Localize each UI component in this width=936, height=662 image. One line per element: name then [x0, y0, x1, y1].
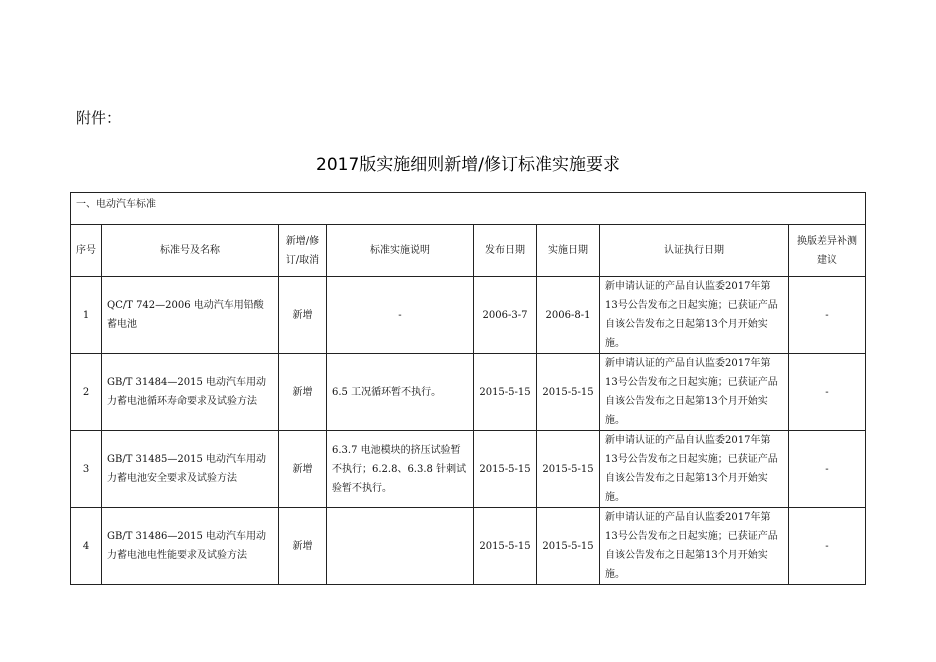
- cell-desc: 6.3.7 电池模块的挤压试验暂不执行；6.2.8、6.3.8 针刺试验暂不执行。: [327, 431, 474, 508]
- cell-suggest: -: [789, 277, 866, 354]
- cell-suggest: -: [789, 508, 866, 585]
- header-cert: 认证执行日期: [600, 225, 789, 277]
- header-impl: 实施日期: [537, 225, 600, 277]
- header-seq: 序号: [71, 225, 102, 277]
- cell-pub: 2015-5-15: [474, 431, 537, 508]
- cell-suggest: -: [789, 431, 866, 508]
- cell-desc: 6.5 工况循环暂不执行。: [327, 354, 474, 431]
- header-name: 标准号及名称: [102, 225, 279, 277]
- cell-name: GB/T 31486—2015 电动汽车用动力蓄电池电性能要求及试验方法: [102, 508, 279, 585]
- cell-seq: 1: [71, 277, 102, 354]
- cell-cert: 新申请认证的产品自认监委2017年第13号公告发布之日起实施；已获证产品自该公告发布之日起第13个月开始实施。: [600, 508, 789, 585]
- cell-type: 新增: [279, 277, 327, 354]
- cell-type: 新增: [279, 431, 327, 508]
- cell-pub: 2015-5-15: [474, 508, 537, 585]
- cell-impl: 2015-5-15: [537, 431, 600, 508]
- header-suggest: 换版差异补测建议: [789, 225, 866, 277]
- cell-name: QC/T 742—2006 电动汽车用铅酸蓄电池: [102, 277, 279, 354]
- cell-type: 新增: [279, 354, 327, 431]
- table-header-row: [71, 225, 866, 277]
- cell-type: 新增: [279, 508, 327, 585]
- header-pub: 发布日期: [474, 225, 537, 277]
- cell-name: GB/T 31485—2015 电动汽车用动力蓄电池安全要求及试验方法: [102, 431, 279, 508]
- cell-impl: 2015-5-15: [537, 354, 600, 431]
- cell-desc: [327, 508, 474, 585]
- cell-desc: -: [327, 277, 474, 354]
- cell-seq: 4: [71, 508, 102, 585]
- header-desc: 标准实施说明: [327, 225, 474, 277]
- cell-cert: 新申请认证的产品自认监委2017年第13号公告发布之日起实施；已获证产品自该公告发布之日起第13个月开始实施。: [600, 354, 789, 431]
- cell-seq: 2: [71, 354, 102, 431]
- standards-table: [70, 192, 866, 585]
- cell-seq: 3: [71, 431, 102, 508]
- cell-cert: 新申请认证的产品自认监委2017年第13号公告发布之日起实施；已获证产品自该公告发布之日起第13个月开始实施。: [600, 431, 789, 508]
- cell-impl: 2006-8-1: [537, 277, 600, 354]
- cell-name: GB/T 31484—2015 电动汽车用动力蓄电池循环寿命要求及试验方法: [102, 354, 279, 431]
- table-row: [71, 508, 866, 585]
- document-title: 2017版实施细则新增/修订标准实施要求: [316, 155, 620, 175]
- table-row: [71, 431, 866, 508]
- cell-impl: 2015-5-15: [537, 508, 600, 585]
- cell-suggest: -: [789, 354, 866, 431]
- section-heading: 一、电动汽车标准: [71, 193, 866, 225]
- cell-pub: 2015-5-15: [474, 354, 537, 431]
- attachment-label: 附件：: [76, 109, 122, 127]
- cell-cert: 新申请认证的产品自认监委2017年第13号公告发布之日起实施；已获证产品自该公告发布之日起第13个月开始实施。: [600, 277, 789, 354]
- cell-pub: 2006-3-7: [474, 277, 537, 354]
- table-row: [71, 277, 866, 354]
- header-type: 新增/修订/取消: [279, 225, 327, 277]
- table-row: [71, 354, 866, 431]
